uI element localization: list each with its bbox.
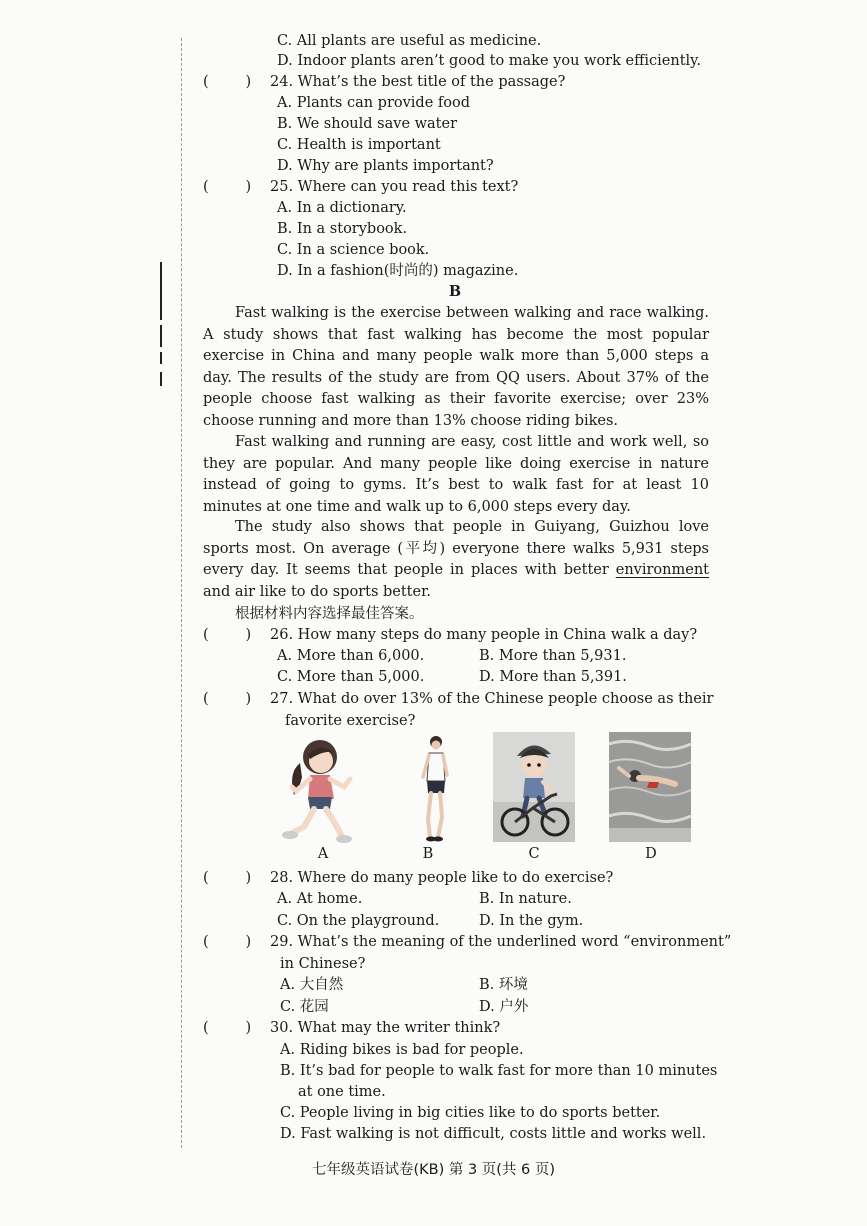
q30-option-b-line-2: at one time. xyxy=(298,1084,386,1100)
walking-woman-picture xyxy=(414,733,456,843)
page-footer: 七年级英语试卷(KB) 第 3 页(共 6 页) xyxy=(311,1162,556,1178)
q24-option-c: C. Health is important xyxy=(277,137,441,153)
q26-option-a: A. More than 6,000. xyxy=(277,648,425,664)
q28-option-a: A. At home. xyxy=(277,891,363,907)
answer-bracket-28[interactable]: ( ) xyxy=(203,870,252,886)
q24-option-a: A. Plants can provide food xyxy=(277,95,471,111)
swimming-person-picture xyxy=(609,732,691,842)
q27-stem-line-1: 27. What do over 13% of the Chinese people choose as their xyxy=(270,691,714,707)
q29-option-b: B. 环境 xyxy=(479,977,528,993)
instruction-text: 根据材料内容选择最佳答案。 xyxy=(235,606,424,622)
q30-option-b-line-1: B. It’s bad for people to walk fast for more than 10 minutes xyxy=(280,1063,718,1079)
picture-label-b: B xyxy=(422,846,434,862)
passage-paragraph-1: Fast walking is the exercise between walking and race walking. A study shows that fast walking has become the most popular exercise in China and many people walk more than 5,000 steps a day. The results of the study are from QQ users. About 37% of the people choose fast walking as their favorite exercise; over 23% choose running and more than 13% choose riding bikes. xyxy=(203,305,709,429)
binding-mark xyxy=(160,372,162,386)
q28-option-b: B. In nature. xyxy=(479,891,572,907)
q25-option-c: C. In a science book. xyxy=(277,242,430,258)
q28-option-c: C. On the playground. xyxy=(277,913,440,929)
q29-option-d: D. 户外 xyxy=(479,999,529,1015)
q26-option-d: D. More than 5,391. xyxy=(479,669,627,685)
binding-margin-line xyxy=(181,38,182,1148)
binding-mark xyxy=(160,325,162,347)
q29-option-a: A. 大自然 xyxy=(280,977,344,993)
q24-option-d: D. Why are plants important? xyxy=(277,158,494,174)
passage-paragraph-3 xyxy=(203,517,709,603)
picture-label-d: D xyxy=(645,846,657,862)
q25-stem: 25. Where can you read this text? xyxy=(270,179,519,195)
q29-stem-line-2: in Chinese? xyxy=(280,956,366,972)
q30-stem: 30. What may the writer think? xyxy=(270,1020,501,1036)
q26-option-c: C. More than 5,000. xyxy=(277,669,425,685)
q28-option-d: D. In the gym. xyxy=(479,913,584,929)
q29-option-c: C. 花园 xyxy=(280,999,329,1015)
picture-label-c: C xyxy=(528,846,540,862)
q30-option-d: D. Fast walking is not difficult, costs little and works well. xyxy=(280,1126,707,1142)
answer-bracket-30[interactable]: ( ) xyxy=(203,1020,252,1036)
q28-stem: 28. Where do many people like to do exercise? xyxy=(270,870,614,886)
cycling-boy-picture xyxy=(493,732,575,842)
answer-bracket-27[interactable]: ( ) xyxy=(203,691,252,707)
q27-stem-line-2: favorite exercise? xyxy=(285,713,416,729)
passage-p3-text-before: The study also shows that people in Guiyang, Guizhou love sports most. On average (平均) everyone there walks 5,931 steps every day. It seems that people in places with better xyxy=(203,519,709,578)
q26-stem: 26. How many steps do many people in China walk a day? xyxy=(270,627,698,643)
q25-option-a: A. In a dictionary. xyxy=(277,200,407,216)
underlined-word-environment: environment xyxy=(615,562,709,578)
q25-option-b: B. In a storybook. xyxy=(277,221,408,237)
section-heading-b: B xyxy=(448,283,462,300)
picture-label-a: A xyxy=(317,846,329,862)
binding-mark xyxy=(160,352,162,364)
running-girl-picture xyxy=(280,733,356,843)
answer-bracket-24[interactable]: ( ) xyxy=(203,74,252,90)
answer-bracket-25[interactable]: ( ) xyxy=(203,179,252,195)
q23-option-c: C. All plants are useful as medicine. xyxy=(277,33,542,49)
q29-stem-line-1: 29. What’s the meaning of the underlined word “environment” xyxy=(270,934,732,950)
q25-option-d: D. In a fashion(时尚的) magazine. xyxy=(277,263,519,279)
passage-paragraph-2: Fast walking and running are easy, cost little and work well, so they are popular. And many people like doing exercise in nature instead of going to gyms. It’s best to walk fast for at least 10 minutes at one time and walk up to 6,000 steps every day. xyxy=(203,434,709,515)
passage-p3-text-after: and air like to do sports better. xyxy=(203,583,432,600)
q24-option-b: B. We should save water xyxy=(277,116,458,132)
q26-option-b: B. More than 5,931. xyxy=(479,648,627,664)
q30-option-c: C. People living in big cities like to do sports better. xyxy=(280,1105,661,1121)
answer-bracket-26[interactable]: ( ) xyxy=(203,627,252,643)
q30-option-a: A. Riding bikes is bad for people. xyxy=(280,1042,524,1058)
q23-option-d: D. Indoor plants aren’t good to make you work efficiently. xyxy=(277,53,702,69)
q24-stem: 24. What’s the best title of the passage? xyxy=(270,74,566,90)
answer-bracket-29[interactable]: ( ) xyxy=(203,934,252,950)
